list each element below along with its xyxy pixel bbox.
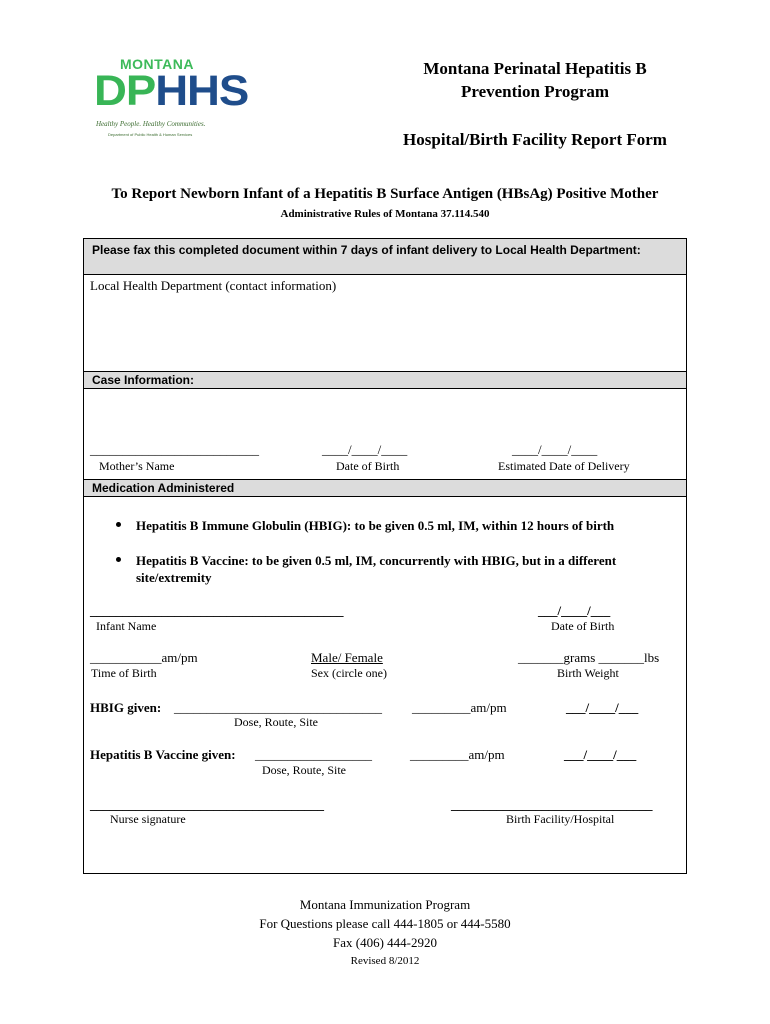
bullet-dot — [116, 557, 121, 562]
birth-time-label: Time of Birth — [91, 666, 157, 680]
birth-weight-field[interactable]: _______grams _______lbs — [518, 650, 660, 665]
infant-dob-label: Date of Birth — [551, 619, 615, 633]
fax-notice-bar — [83, 238, 687, 275]
vaccine-given-label: Hepatitis B Vaccine given: — [90, 747, 236, 762]
vaccine-dose-field[interactable]: __________________ — [255, 747, 372, 762]
birth-time-field[interactable]: ___________am/pm — [90, 650, 198, 665]
administrative-rules: Administrative Rules of Montana 37.114.540 — [280, 208, 490, 220]
vaccine-instruction-line1: Hepatitis B Vaccine: to be given 0.5 ml, IM, concurrently with HBIG, but in a different — [136, 553, 617, 568]
vaccine-time-field[interactable]: _________am/pm — [410, 747, 505, 762]
nurse-signature-field[interactable]: ____________________________________ — [90, 797, 324, 812]
form-subtitle: To Report Newborn Infant of a Hepatitis B Surface Antigen (HBsAg) Positive Mother — [111, 186, 659, 202]
logo-department: Department of Public Health & Human Services — [108, 132, 193, 137]
mothers-name-label: Mother’s Name — [99, 459, 175, 473]
bullet-dot — [116, 522, 121, 527]
logo-name-part1: DP — [94, 67, 156, 115]
case-info-bar — [83, 371, 687, 389]
footer-revised: Revised 8/2012 — [350, 955, 420, 967]
local-health-dept-label: Local Health Department (contact information) — [90, 278, 337, 293]
medication-bar — [83, 479, 687, 497]
program-title-line2: Prevention Program — [460, 82, 610, 101]
birth-facility-field[interactable]: _______________________________ — [451, 797, 653, 812]
footer-questions: For Questions please call 444-1805 or 444-5580 — [259, 916, 511, 931]
birth-weight-label: Birth Weight — [557, 666, 619, 680]
form-title: Hospital/Birth Facility Report Form — [403, 130, 667, 149]
vaccine-date-field[interactable]: ___/____/___ — [564, 747, 637, 762]
hbig-dose-field[interactable]: ________________________________ — [174, 700, 382, 715]
mother-dob-field[interactable]: ____/____/____ — [322, 442, 408, 457]
vaccine-dose-label: Dose, Route, Site — [262, 763, 346, 777]
hbig-date-field[interactable]: ___/____/___ — [566, 700, 639, 715]
medication-heading: Medication Administered — [92, 481, 235, 495]
edd-label: Estimated Date of Delivery — [498, 459, 630, 473]
vaccine-instruction-line2: site/extremity — [136, 570, 212, 585]
sex-field[interactable]: Male/ Female — [311, 650, 383, 665]
hbig-given-label: HBIG given: — [90, 700, 162, 715]
dphhs-logo — [92, 54, 249, 144]
mother-dob-label: Date of Birth — [336, 459, 400, 473]
logo-name-part2: HHS — [155, 67, 249, 115]
birth-facility-label: Birth Facility/Hospital — [506, 812, 615, 826]
local-health-dept-box[interactable] — [83, 274, 687, 372]
hbig-time-field[interactable]: _________am/pm — [412, 700, 507, 715]
logo-tagline: Healthy People. Healthy Communities. — [96, 120, 206, 128]
fax-notice-text: Please fax this completed document within 7 days of infant delivery to Local Health Department: — [92, 243, 641, 257]
program-title-line1: Montana Perinatal Hepatitis B — [423, 59, 647, 78]
logo-wordmark — [94, 68, 248, 114]
infant-dob-field[interactable]: ___/____/___ — [538, 603, 611, 618]
case-info-heading: Case Information: — [92, 373, 195, 387]
logo-state-text: MONTANA — [120, 56, 195, 72]
program-title — [400, 57, 670, 103]
footer-program: Montana Immunization Program — [299, 897, 471, 912]
mothers-name-field[interactable]: __________________________ — [90, 442, 259, 457]
hbig-dose-label: Dose, Route, Site — [234, 715, 318, 729]
hbig-instruction: Hepatitis B Immune Globulin (HBIG): to be given 0.5 ml, IM, within 12 hours of birth — [136, 518, 615, 533]
infant-name-label: Infant Name — [96, 619, 157, 633]
footer-fax: Fax (406) 444-2920 — [333, 935, 437, 950]
edd-field[interactable]: ____/____/____ — [512, 442, 598, 457]
sex-label: Sex (circle one) — [311, 666, 387, 680]
nurse-signature-label: Nurse signature — [110, 812, 186, 826]
infant-name-field[interactable]: _______________________________________ — [90, 603, 344, 618]
